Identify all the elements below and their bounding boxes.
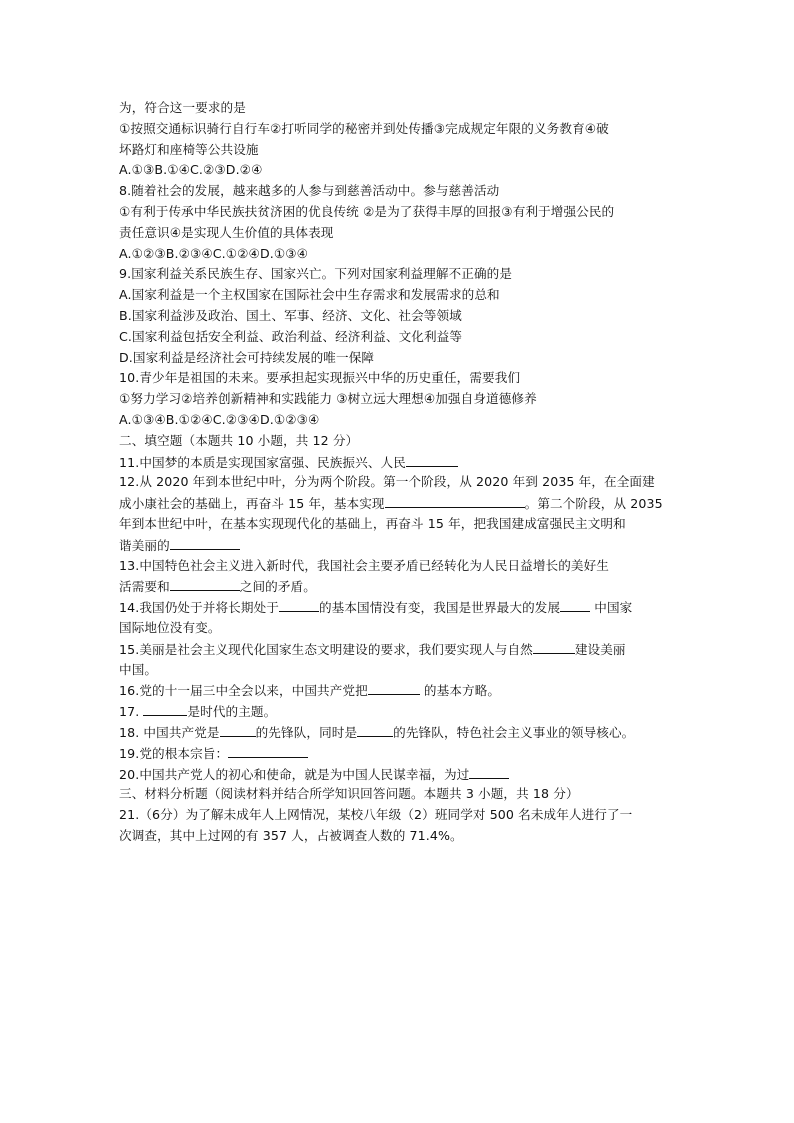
text-line: 责任意识④是实现人生价值的具体表现 (119, 224, 334, 240)
section-heading: 二、填空题（本题共 10 小题，共 12 分） (119, 432, 359, 448)
text: 中国家 (590, 600, 633, 616)
question-11 (119, 452, 679, 473)
answer-blank[interactable] (385, 493, 525, 508)
exam-page (119, 98, 679, 847)
question-19 (119, 743, 679, 764)
text-line (119, 535, 679, 556)
answer-options: A.①③B.①④C.②③D.②④ (119, 162, 263, 178)
text-line: 为，符合这一要求的是 (119, 100, 246, 115)
text: 15.美丽是社会主义现代化国家生态文明建设的要求，我们要实现人与自然 (119, 641, 533, 657)
answer-blank[interactable] (368, 680, 420, 695)
text: 17. (119, 704, 144, 720)
text-line: ①按照交通标识骑行自行车②打听同学的秘密并到处传播③完成规定年限的义务教育④破 (119, 120, 609, 136)
question-9: 9.国家利益关系民族生存、国家兴亡。下列对国家利益理解不正确的是 (119, 266, 513, 282)
section-heading: 三、材料分析题（阅读材料并结合所学知识回答问题。本题共 3 小题，共 18 分） (119, 786, 579, 802)
answer-blank[interactable] (220, 722, 256, 737)
option-b: B.国家利益涉及政治、国土、军事、经济、文化、社会等领域 (119, 307, 462, 323)
text: 的基本国情没有变，我国是世界最大的发展 (318, 600, 561, 616)
text-line: 中国。 (119, 661, 158, 677)
text-line (119, 493, 679, 514)
text: 16.党的十一届三中全会以来，中国共产党把 (119, 683, 368, 699)
question-18 (119, 722, 679, 743)
answer-blank[interactable] (533, 639, 575, 654)
question-13: 13.中国特色社会主义进入新时代，我国社会主要矛盾已经转化为人民日益增长的美好生 (119, 557, 609, 573)
question-17 (119, 701, 679, 722)
question-15 (119, 639, 679, 660)
text-line: 国际地位没有变。 (119, 619, 221, 635)
text: 成小康社会的基础上，再奋斗 15 年，基本实现 (119, 496, 385, 512)
text-line: 坏路灯和座椅等公共设施 (119, 141, 259, 157)
question-14 (119, 597, 679, 618)
text: 20.中国共产党人的初心和使命，就是为中国人民谋幸福，为过 (119, 766, 470, 782)
text: 19.党的根本宗旨： (119, 745, 229, 761)
answer-blank[interactable] (143, 701, 187, 716)
answer-options: A.①②③B.②③④C.①②④D.①③④ (119, 245, 309, 261)
text: 。第二个阶段，从 2035 (524, 496, 663, 512)
text: 的先锋队，同时是 (255, 724, 358, 740)
text: 的基本方略。 (419, 683, 501, 699)
answer-blank[interactable] (228, 743, 308, 758)
question-21: 21.（6分）为了解未成年人上网情况，某校八年级（2）班同学对 500 名未成年人进行了一 (119, 807, 633, 823)
text: 活需要和 (119, 579, 170, 595)
option-d: D.国家利益是经济社会可持续发展的唯一保障 (119, 349, 375, 365)
answer-blank[interactable] (357, 722, 393, 737)
text-line: 次调查，其中上过网的有 357 人，占被调查人数的 71.4%。 (119, 827, 463, 843)
text: 建设美丽 (574, 641, 626, 657)
text: 是时代的主题。 (187, 704, 277, 720)
text: 18. 中国共产党是 (119, 724, 220, 740)
answer-blank[interactable] (170, 535, 240, 550)
answer-blank[interactable] (279, 597, 319, 612)
text: 14.我国仍处于并将长期处于 (119, 600, 279, 616)
answer-blank[interactable] (406, 452, 458, 467)
text-line: ①努力学习②培养创新精神和实践能力 ③树立远大理想④加强自身道德修养 (119, 391, 537, 407)
answer-blank[interactable] (560, 597, 590, 612)
question-8: 8.随着社会的发展，越来越多的人参与到慈善活动中。参与慈善活动 (119, 183, 500, 199)
text-line: ①有利于传承中华民族扶贫济困的优良传统 ②是为了获得丰厚的回报③有利于增强公民的 (119, 203, 615, 219)
option-c: C.国家利益包括安全利益、政治利益、经济利益、文化利益等 (119, 328, 463, 344)
text: 11.中国梦的本质是实现国家富强、民族振兴、人民 (119, 454, 406, 470)
answer-blank[interactable] (170, 576, 240, 591)
text: 的先锋队，特色社会主义事业的领导核心。 (393, 724, 635, 740)
answer-options: A.①③④B.①②④C.②③④D.①②③④ (119, 411, 320, 427)
answer-blank[interactable] (469, 764, 509, 779)
question-12: 12.从 2020 年到本世纪中叶，分为两个阶段。第一个阶段，从 2020 年到 2035 年，在全面建 (119, 474, 655, 490)
text-line (119, 576, 679, 597)
text-line: 年到本世纪中叶，在基本实现现代化的基础上，再奋斗 15 年，把我国建成富强民主文明和 (119, 515, 626, 531)
question-10: 10.青少年是祖国的未来。要承担起实现振兴中华的历史重任，需要我们 (119, 370, 521, 386)
question-20 (119, 764, 679, 785)
text: 之间的矛盾。 (239, 579, 316, 595)
text: 谐美丽的 (119, 537, 170, 553)
option-a: A.国家利益是一个主权国家在国际社会中生存需求和发展需求的总和 (119, 287, 500, 303)
question-16 (119, 680, 679, 701)
